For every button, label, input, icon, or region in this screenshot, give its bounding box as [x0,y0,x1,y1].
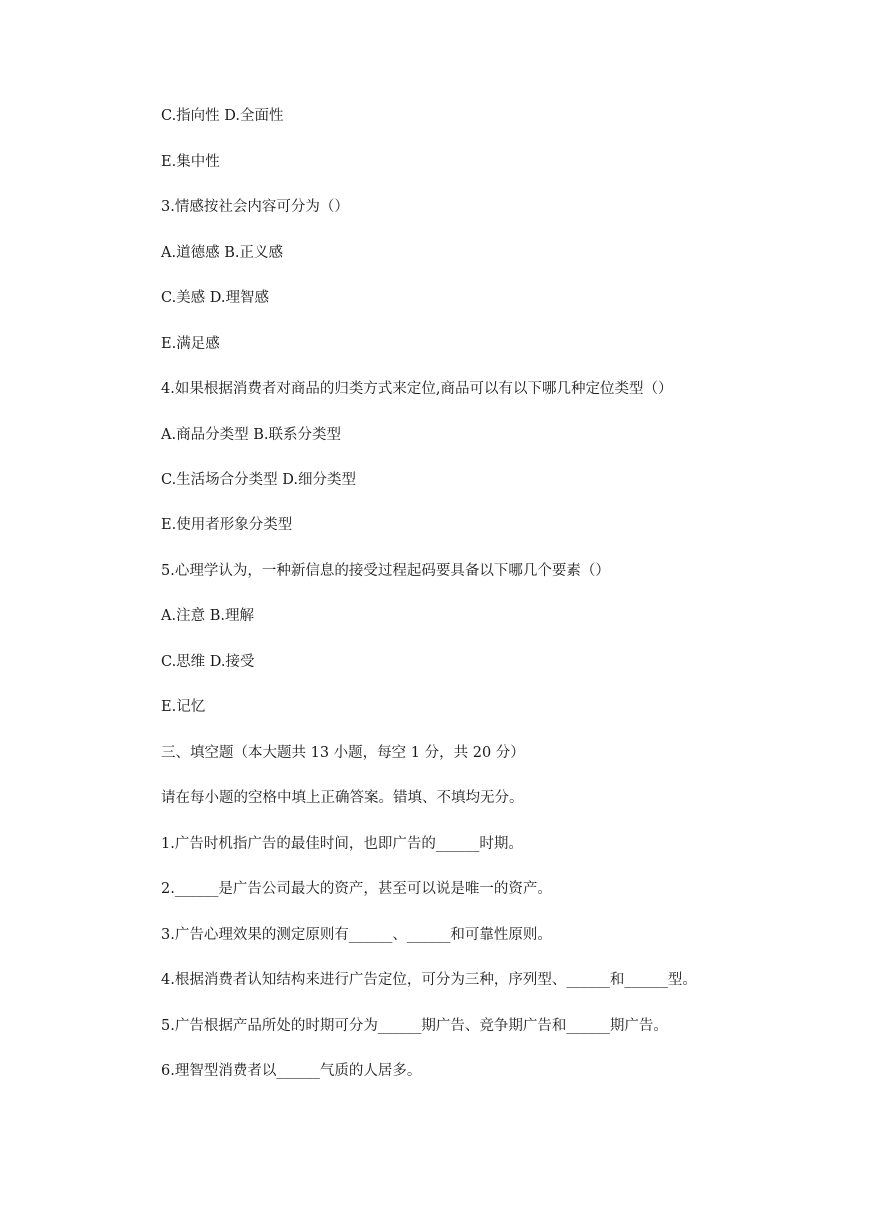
fill-blank-question-2: 2.______是广告公司最大的资产，甚至可以说是唯一的资产。 [161,881,552,897]
question-5: 5.心理学认为，一种新信息的接受过程起码要具备以下哪几个要素（） [161,563,610,579]
section-heading: 三、填空题（本大题共 13 小题，每空 1 分，共 20 分） [161,745,525,761]
question-3: 3.情感按社会内容可分为（） [161,199,349,215]
option-line-e: E.满足感 [161,336,220,352]
fill-blank-question-3: 3.广告心理效果的测定原则有______、______和可靠性原则。 [161,927,552,943]
fill-blank-question-1: 1.广告时机指广告的最佳时间，也即广告的______时期。 [161,836,523,852]
option-line-e: E.记忆 [161,699,206,715]
option-line-c-d: C.指向性 D.全面性 [161,108,284,124]
option-line-e: E.集中性 [161,154,220,170]
fill-blank-question-4: 4.根据消费者认知结构来进行广告定位，可分为三种，序列型、______和______型。 [161,972,697,988]
option-line-a-b: A.注意 B.理解 [161,608,254,624]
question-4: 4.如果根据消费者对商品的归类方式来定位,商品可以有以下哪几种定位类型（） [161,381,673,397]
option-line-a-b: A.道德感 B.正义感 [161,245,283,261]
option-line-c-d: C.思维 D.接受 [161,654,255,670]
option-line-c-d: C.生活场合分类型 D.细分类型 [161,472,357,488]
section-instructions: 请在每小题的空格中填上正确答案。错填、不填均无分。 [161,790,524,806]
fill-blank-question-5: 5.广告根据产品所处的时期可分为______期广告、竞争期广告和______期广告。 [161,1018,668,1034]
option-line-a-b: A.商品分类型 B.联系分类型 [161,427,341,443]
option-line-c-d: C.美感 D.理智感 [161,290,270,306]
fill-blank-question-6: 6.理智型消费者以______气质的人居多。 [161,1063,422,1079]
option-line-e: E.使用者形象分类型 [161,517,293,533]
